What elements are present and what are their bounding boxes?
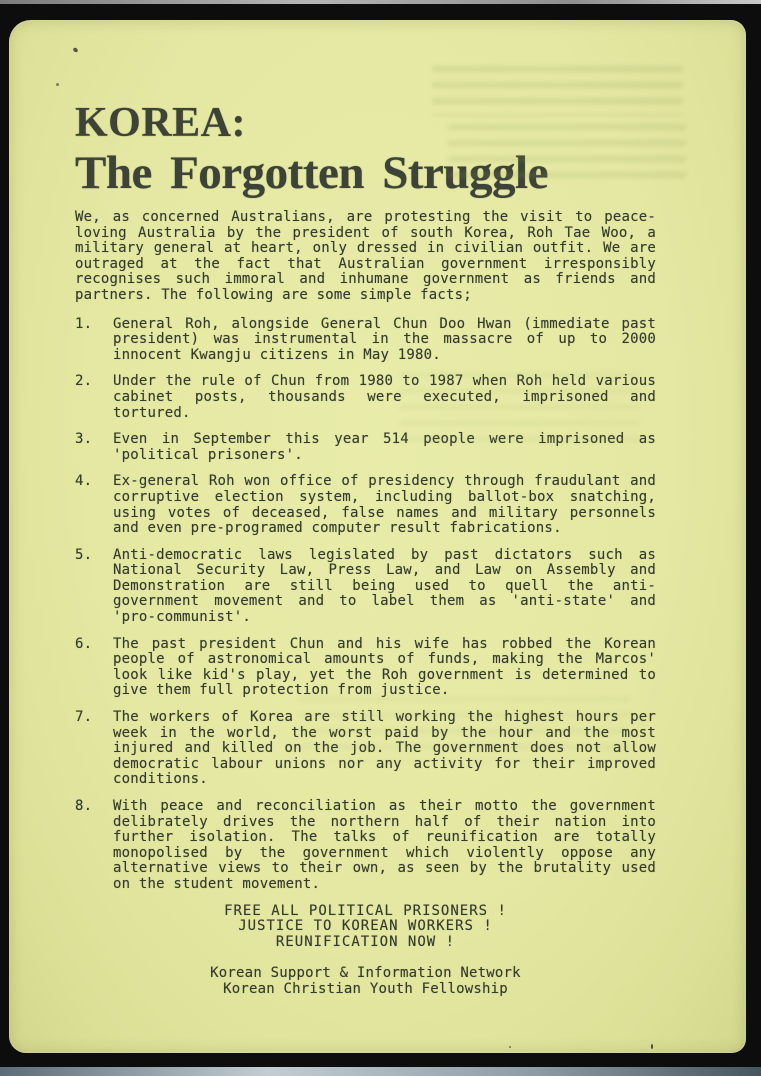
scanner-edge-bottom: [0, 1067, 761, 1076]
flyer-body: [75, 210, 656, 998]
fact-number: 3.: [75, 431, 93, 448]
slogan-line: JUSTICE TO KOREAN WORKERS !: [238, 918, 493, 935]
fact-item: [75, 710, 656, 788]
fact-text: The workers of Korea are still working the highest hours per week in the world, the worst paid by the hour and the most injured and killed on the job. The government does not allow democratic labour unions nor any activity for their improved conditions.: [113, 709, 656, 788]
page-title: [75, 100, 656, 200]
page-title-line1: KOREA:: [75, 100, 246, 146]
fact-item: [75, 374, 656, 421]
fact-item: [75, 637, 656, 699]
fact-number: 7.: [75, 709, 93, 726]
fact-number: 1.: [75, 315, 93, 332]
flyer-page: [9, 20, 746, 1053]
signatory-line: Korean Christian Youth Fellowship: [223, 980, 508, 997]
fact-item: [75, 474, 656, 536]
fact-text: Even in September this year 514 people were imprisoned as 'political prisoners'.: [113, 431, 656, 463]
fact-text: Anti-democratic laws legislated by past dictators such as National Security Law, Press Law, and Law on Assembly and Demonstration are still being used to quell the anti-government movement and to label them as 'anti-state' and 'pro-communist'.: [113, 546, 656, 626]
scanner-edge-top: [0, 0, 761, 4]
signatory-line: Korean Support & Information Network: [210, 965, 521, 982]
fact-item: [75, 799, 656, 893]
fact-item: [75, 548, 656, 626]
slogan-line: FREE ALL POLITICAL PRISONERS !: [224, 902, 507, 919]
fact-number: 6.: [75, 635, 93, 652]
fact-number: 4.: [75, 473, 93, 490]
fact-text: Ex-general Roh won office of presidency through fraudulant and corruptive election system, including ballot-box snatching, using votes of deceased, false names and military personnels and even pre-programed computer result fabrications.: [113, 473, 656, 537]
fact-text: Under the rule of Chun from 1980 to 1987 when Roh held various cabinet posts, thousands were executed, imprisoned and tortured.: [113, 373, 656, 421]
intro-paragraph: We, as concerned Australians, are protesting the visit to peace-loving Australia by the president of south Korea, Roh Tae Woo, a military general at heart, only dressed in civilian outfit. We are outraged at the fact that Australian government irresponsibly recognises such immoral and inhumane government as friends and partners. The following are some simple facts;: [75, 209, 656, 303]
fact-number: 8.: [75, 798, 93, 814]
fact-number: 2.: [75, 373, 93, 390]
facts-list: [75, 317, 656, 893]
fact-text: General Roh, alongside General Chun Doo Hwan (immediate past president) was instrumental in the massacre of up to 2000 innocent Kwangju citizens in May 1980.: [113, 315, 656, 363]
signatories-block: [75, 966, 656, 997]
fact-item: [75, 317, 656, 364]
slogans-block: [75, 904, 656, 951]
fact-item: [75, 432, 656, 463]
page-title-line2: The Forgotten Struggle: [75, 147, 548, 199]
fact-text: The past president Chun and his wife has robbed the Korean people of astronomical amounts of funds, making the Marcos' look like kid's play, yet the Roh government is determined to give them full protection from justice.: [113, 635, 656, 699]
fact-number: 5.: [75, 546, 93, 563]
slogan-line: REUNIFICATION NOW !: [275, 933, 456, 950]
fact-text: With peace and reconciliation as their motto the government delibrately drives the northern half of their nation into further isolation. The talks of reunification are totally monopolised by the government which violently oppose any alternative views to their own, as seen by the brutality used on the student movement.: [113, 798, 656, 892]
